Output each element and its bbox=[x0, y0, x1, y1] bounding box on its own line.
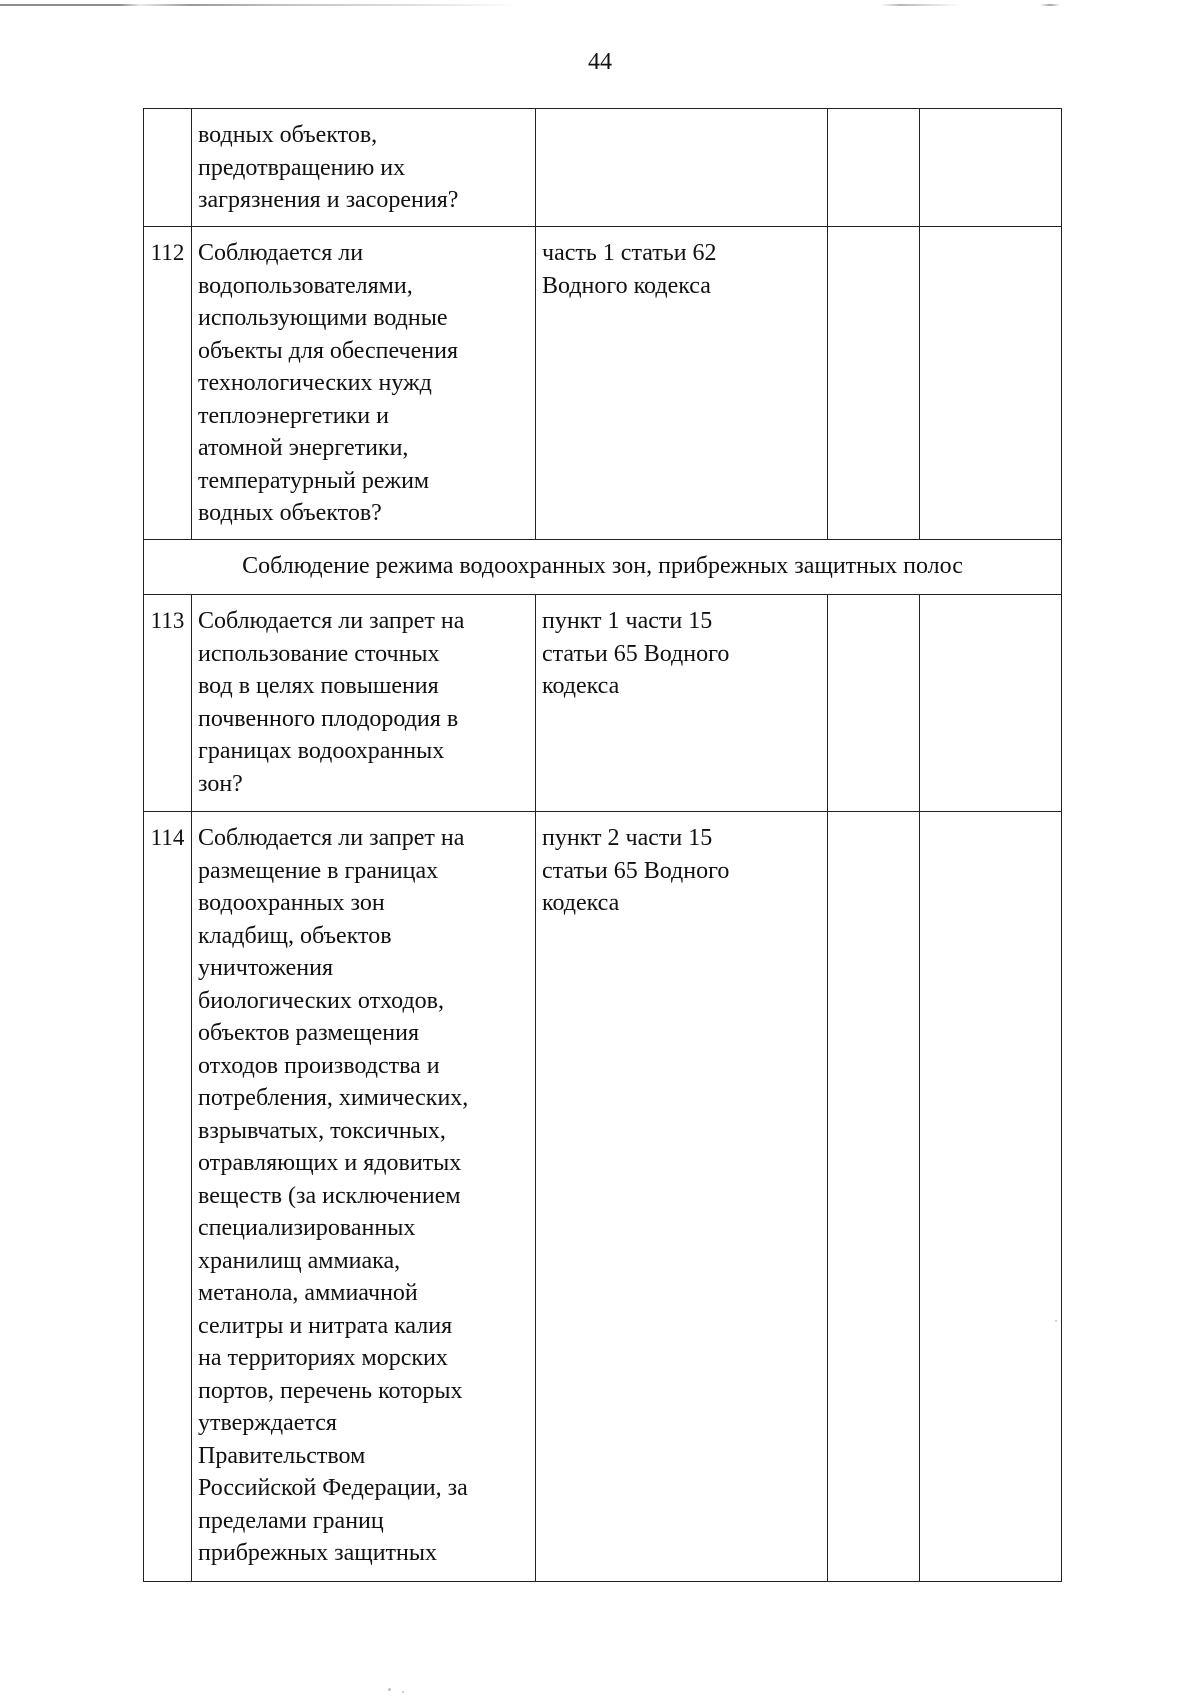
answer-cell bbox=[828, 595, 920, 812]
row-number-text: 112 bbox=[150, 240, 185, 265]
table-row bbox=[144, 227, 1062, 540]
row-number-text: 113 bbox=[150, 608, 185, 633]
note-cell bbox=[920, 109, 1062, 227]
reference-text: пункт 2 части 15 статьи 65 Водного кодекса bbox=[542, 825, 730, 916]
row-number bbox=[144, 109, 192, 227]
reference-text: пункт 1 части 15 статьи 65 Водного кодекса bbox=[542, 608, 730, 699]
question-text: водных объектов, предотвращению их загрязнения и засорения? bbox=[198, 122, 459, 213]
answer-cell bbox=[828, 109, 920, 227]
row-number-text: 114 bbox=[150, 825, 185, 850]
note-cell bbox=[920, 227, 1062, 540]
table-row bbox=[144, 812, 1062, 1582]
row-number bbox=[144, 812, 192, 1582]
legal-reference bbox=[536, 109, 828, 227]
reference-text: часть 1 статьи 62 Водного кодекса bbox=[542, 240, 717, 299]
scan-speck bbox=[388, 1688, 391, 1691]
table-row bbox=[144, 109, 1062, 227]
table-row bbox=[144, 595, 1062, 812]
answer-cell bbox=[828, 812, 920, 1582]
question-text: Соблюдается ли запрет на размещение в границах водоохранных зон кладбищ, объектов уничтожения биологических отходов, объектов размещения отходов производства и потребления, химических, взрывчатых, токсичных, отравляющих и ядовитых веществ (за исключением специализированных хранилищ аммиака, метанола, аммиачной селитры и нитрата калия на территориях морских портов, перечень которых утверждается Правительством Российской Федерации, за пределами границ прибрежных защитных bbox=[198, 825, 469, 1566]
scan-speck bbox=[1055, 1320, 1057, 1322]
note-cell bbox=[920, 595, 1062, 812]
answer-cell bbox=[828, 227, 920, 540]
requirement-question bbox=[192, 812, 536, 1582]
section-row bbox=[144, 540, 1062, 595]
question-text: Соблюдается ли запрет на использование сточных вод в целях повышения почвенного плодородия в границах водоохранных зон? bbox=[198, 608, 465, 797]
scan-speck bbox=[402, 1691, 404, 1693]
question-text: Соблюдается ли водопользователями, использующими водные объекты для обеспечения технологических нужд теплоэнергетики и атомной энергетики, температурный режим водных объектов? bbox=[198, 240, 459, 526]
scan-edge-artifact bbox=[0, 4, 1200, 6]
note-cell bbox=[920, 812, 1062, 1582]
legal-reference bbox=[536, 227, 828, 540]
row-number bbox=[144, 227, 192, 540]
legal-reference bbox=[536, 595, 828, 812]
requirement-question bbox=[192, 227, 536, 540]
section-heading: Соблюдение режима водоохранных зон, прибрежных защитных полос bbox=[144, 540, 1062, 595]
checklist-table bbox=[143, 108, 1062, 1582]
legal-reference bbox=[536, 812, 828, 1582]
row-number bbox=[144, 595, 192, 812]
page-number: 44 bbox=[588, 49, 612, 75]
requirement-question bbox=[192, 595, 536, 812]
requirement-question bbox=[192, 109, 536, 227]
